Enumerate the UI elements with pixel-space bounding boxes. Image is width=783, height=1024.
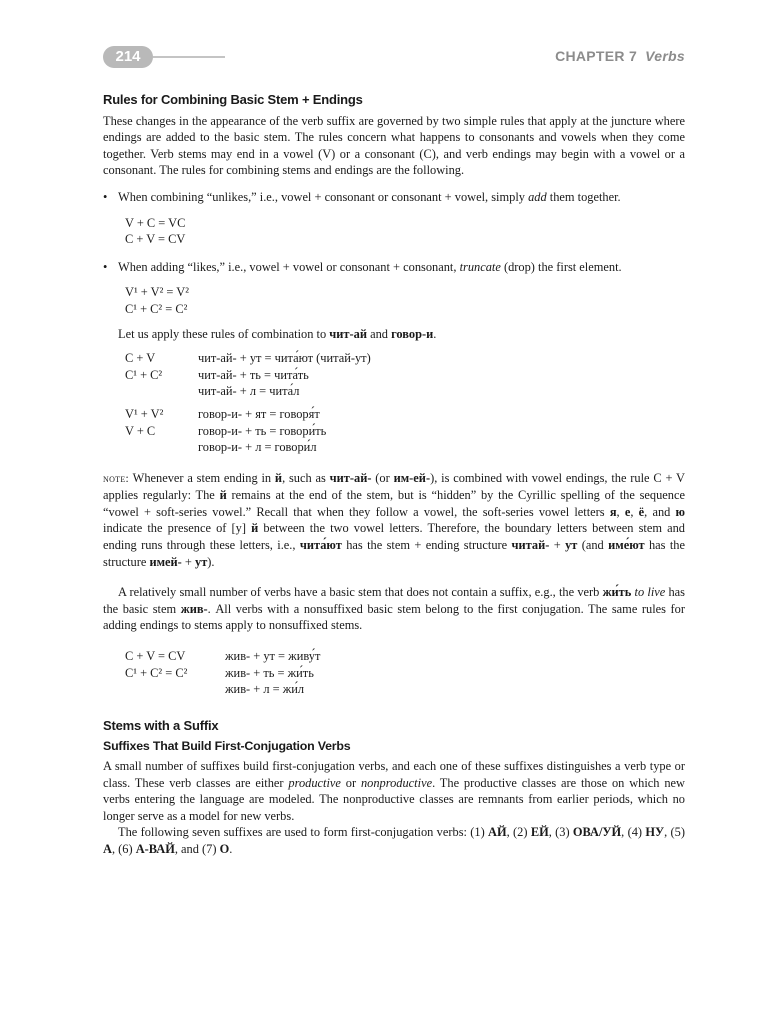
- example-row: C¹ + C² чит-ай- + ть = чита́ть: [125, 367, 309, 382]
- page-header: [103, 46, 685, 70]
- formula-line: V + C = VC: [125, 215, 186, 230]
- page-body: [103, 92, 685, 858]
- example-row: V¹ + V² говор-и- + ят = говоря́т: [125, 406, 320, 421]
- note-paragraph: note: Whenever a stem ending in й, such as чит-ай- (or им-ей-), is combined with vowel endings, the rule C + V applies regularly: The й remains at the end of the stem, but is “hidden” by the Cyrillic spelling of the sequence “vowel + soft-series vowel.” Recall that when they follow a vowel, the soft-series vowel letters я, е, ё, and ю indicate the presence of [y] й between the two vowel letters. Therefore, the boundary letters between stem and ending runs through these letters, i.e., чита́ют has the stem + ending structure читай- + ут (and име́ют has the structure имей- + ут).: [103, 470, 686, 569]
- examples-govori: [125, 406, 685, 456]
- example-row: C¹ + C² = C² жив- + ть = жи́ть: [125, 665, 314, 680]
- suffix-list-paragraph: The following seven suffixes are used to form first-conjugation verbs: (1) АЙ, (2) ЕЙ, (3) ОВА/УЙ, (4) НУ, (5) А, (6) А-ВАЙ, and (7) О.: [103, 825, 685, 856]
- formula-line: C + V = CV: [125, 232, 186, 247]
- page-number: 214: [103, 46, 153, 68]
- apply-rules-line: Let us apply these rules of combination to чит-ай and говор-и.: [118, 326, 437, 341]
- chapter-topic: Verbs: [645, 48, 685, 64]
- example-row: жив- + л = жи́л: [225, 682, 305, 697]
- nonsuffixed-paragraph: A relatively small number of verbs have a basic stem that does not contain a suffix, e.g., the verb жи́ть to live has the basic stem жив-. All verbs with a nonsuffixed basic stem belong to the first conjugation. The same rules for adding endings to stems apply to nonsuffixed stems.: [103, 585, 686, 633]
- subsection-title: Suffixes That Build First-Conjugation Verbs: [103, 739, 351, 754]
- rule-bullet-likes: • When adding “likes,” i.e., vowel + vowel or consonant + consonant, truncate (drop) the first element.: [103, 259, 685, 276]
- examples-zhiv: [125, 648, 685, 698]
- section-title: Stems with a Suffix: [103, 717, 219, 733]
- example-row: чит-ай- + л = чита́л: [198, 384, 300, 399]
- example-row: C + V чит-ай- + ут = чита́ют (читай-ут): [125, 351, 371, 366]
- suffix-paragraph: A small number of suffixes build first-conjugation verbs, and each one of these suffixes distinguishes a verb type or class. These verb classes are either productive or nonproductive. The productive classes are those on which new verbs entering the language are modeled. The nonproductive classes are remnants from earlier periods, which no longer serve as a model for new verbs.: [103, 759, 685, 823]
- example-row: V + C говор-и- + ть = говори́ть: [125, 423, 327, 438]
- intro-paragraph: These changes in the appearance of the verb suffix are governed by two simple rules that apply at the juncture where endings are added to the basic stem. The rules concern what happens to consonants and vowels when they come together. Verb stems may end in a vowel (V) or a consonant (C), and verb endings may begin with a vowel or a consonant. The rules for combining stems and endings are the following.: [103, 113, 685, 178]
- formula-line: C¹ + C² = C²: [125, 301, 188, 316]
- formula-line: V¹ + V² = V²: [125, 285, 189, 300]
- examples-chitaj: [125, 350, 685, 400]
- section-title: Rules for Combining Basic Stem + Endings: [103, 92, 363, 107]
- example-row: говор-и- + л = говори́л: [198, 440, 317, 455]
- formula-likes: [125, 284, 685, 317]
- rule-bullet-unlikes: • When combining “unlikes,” i.e., vowel + consonant or consonant + vowel, simply add them together.: [103, 189, 685, 206]
- chapter-label: CHAPTER 7: [555, 48, 638, 64]
- example-row: C + V = CV жив- + ут = живу́т: [125, 649, 321, 664]
- formula-unlikes: [125, 215, 685, 248]
- header-rule: [153, 56, 225, 58]
- chapter-heading: [555, 48, 685, 64]
